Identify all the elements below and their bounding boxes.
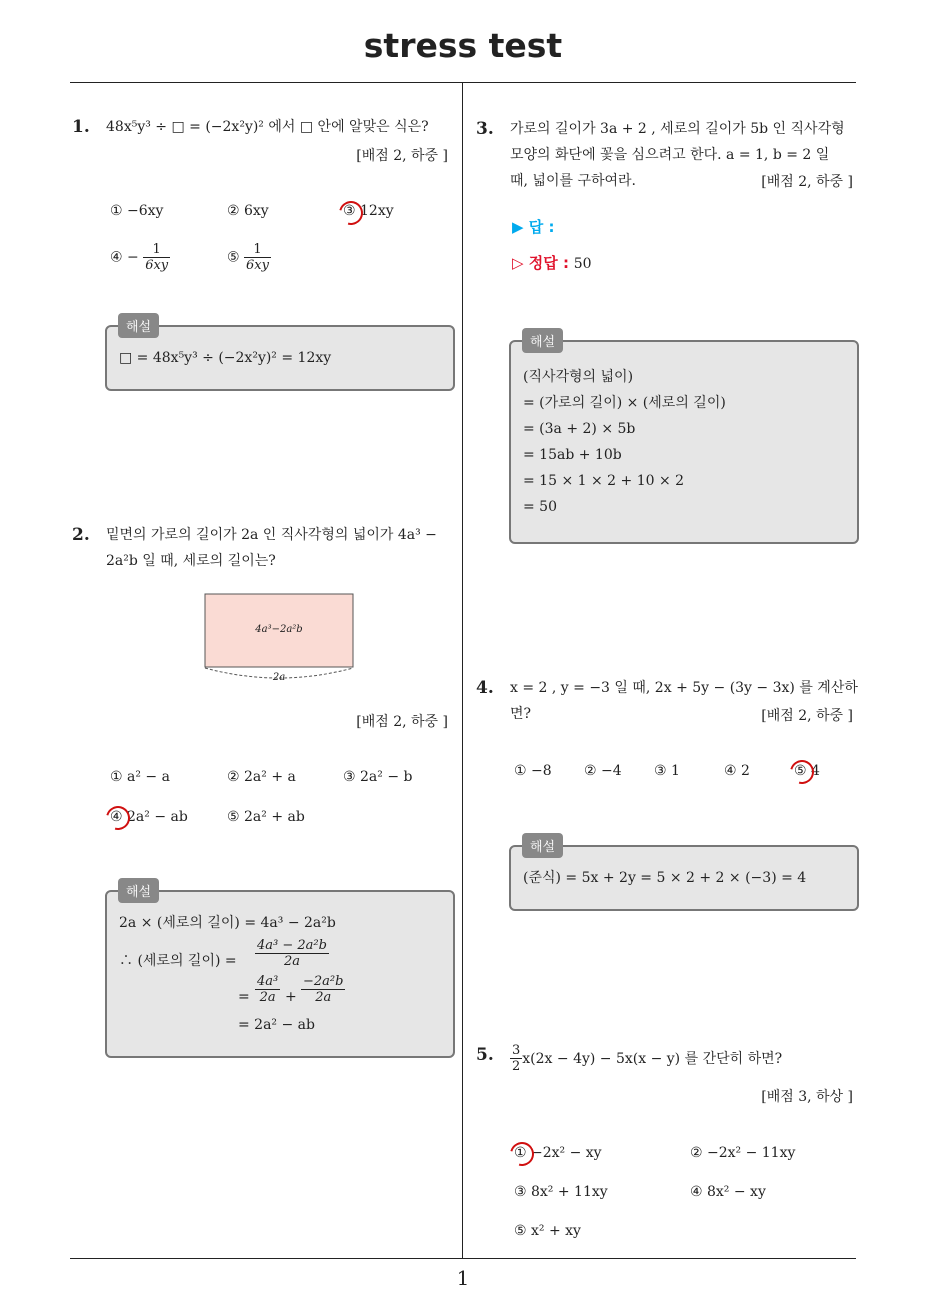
q1-option-4[interactable] bbox=[110, 242, 170, 273]
header-divider bbox=[70, 82, 856, 83]
q2-solution-fraction-3 bbox=[301, 974, 345, 1005]
q2-solution-plus: + bbox=[285, 989, 297, 1005]
fraction-denominator: 2a bbox=[315, 990, 332, 1005]
fraction-denominator: 6xy bbox=[246, 258, 269, 273]
q2-figure-base-label: 2a bbox=[272, 672, 286, 683]
q2-number: 2. bbox=[72, 525, 90, 545]
q4-option-2[interactable]: ② −4 bbox=[584, 763, 622, 779]
page-title: stress test bbox=[363, 26, 563, 65]
q3-text-line2: 모양의 화단에 꽃을 심으려고 한다. a = 1, b = 2 일 bbox=[510, 147, 830, 163]
q2-text-line1: 밑면의 가로의 길이가 2a 인 직사각형의 넓이가 4a³ − bbox=[106, 527, 437, 543]
q5-text bbox=[510, 1043, 782, 1074]
footer-divider bbox=[70, 1258, 856, 1259]
q5-option-2[interactable]: ② −2x² − 11xy bbox=[690, 1145, 796, 1161]
q1-option-5[interactable] bbox=[227, 242, 271, 273]
fraction-denominator: 6xy bbox=[145, 258, 169, 273]
q4-text-line1: x = 2 , y = −3 일 때, 2x + 5y − (3y − 3x) 를 계산하 bbox=[510, 680, 858, 696]
q5-meta: [배점 3, 하상 ] bbox=[761, 1089, 853, 1105]
q3-solution-line: = 50 bbox=[523, 499, 557, 515]
q3-text-line3: 때, 넓이를 구하여라. bbox=[510, 173, 636, 189]
q2-solution-box bbox=[105, 890, 455, 1058]
q3-solution-line: (직사각형의 넓이) bbox=[523, 369, 634, 385]
q4-option-3[interactable]: ③ 1 bbox=[654, 763, 680, 779]
q4-meta: [배점 2, 하중 ] bbox=[761, 708, 853, 724]
fraction-numerator: −2a²b bbox=[303, 974, 344, 989]
q5-number: 5. bbox=[476, 1045, 494, 1065]
q2-option-2[interactable]: ② 2a² + a bbox=[227, 769, 296, 785]
q5-text-body: x(2x − 4y) − 5x(x − y) 를 간단히 하면? bbox=[522, 1051, 783, 1067]
q3-solution-line: = 15 × 1 × 2 + 10 × 2 bbox=[523, 473, 685, 489]
q4-text-line2: 면? bbox=[510, 706, 532, 722]
q1-solution-text: □ = 48x⁵y³ ÷ (−2x²y)² = 12xy bbox=[119, 350, 332, 366]
q2-text-line2: 2a²b 일 때, 세로의 길이는? bbox=[106, 553, 276, 569]
q4-solution-tag: 해설 bbox=[522, 833, 563, 858]
q5-option-5[interactable]: ⑤ x² + xy bbox=[514, 1223, 581, 1239]
q1-option-3[interactable]: ③ 12xy bbox=[343, 203, 394, 219]
q3-solution-line: = 15ab + 10b bbox=[523, 447, 622, 463]
answer-mark-icon bbox=[506, 1138, 539, 1171]
fraction-denominator: 2a bbox=[283, 954, 300, 969]
column-divider bbox=[462, 83, 463, 1258]
q2-solution-line1: 2a × (세로의 길이) = 4a³ − 2a²b bbox=[119, 915, 336, 931]
q2-solution-line4: = 2a² − ab bbox=[238, 1017, 315, 1033]
q5-option-1[interactable]: ① −2x² − xy bbox=[514, 1145, 602, 1161]
fraction-numerator: 3 bbox=[512, 1043, 521, 1058]
q2-meta: [배점 2, 하중 ] bbox=[356, 714, 448, 730]
q2-figure-area-label: 4a³−2a²b bbox=[255, 624, 303, 635]
fraction-numerator: 1 bbox=[143, 242, 170, 258]
answer-mark-icon bbox=[786, 756, 819, 789]
q3-correct-answer bbox=[512, 252, 592, 273]
fraction-numerator: 4a³ bbox=[257, 974, 279, 989]
q2-rectangle-figure bbox=[200, 590, 360, 685]
q1-option-2[interactable]: ② 6xy bbox=[227, 203, 269, 219]
q2-solution-tag: 해설 bbox=[118, 878, 159, 903]
q3-solution-tag: 해설 bbox=[522, 328, 563, 353]
q1-meta: [배점 2, 하중 ] bbox=[356, 148, 448, 164]
q1-option-1[interactable]: ① −6xy bbox=[110, 203, 164, 219]
q5-fraction bbox=[510, 1043, 522, 1074]
q3-correct-label: ▷ 정답 : bbox=[512, 254, 569, 272]
q4-option-1[interactable]: ① −8 bbox=[514, 763, 552, 779]
fraction-numerator: 4a³ − 2a²b bbox=[257, 938, 327, 953]
q3-solution-line: = (3a + 2) × 5b bbox=[523, 421, 636, 437]
q2-option-4[interactable]: ④ 2a² − ab bbox=[110, 809, 188, 825]
q3-meta: [배점 2, 하중 ] bbox=[761, 174, 853, 190]
q1-solution-tag: 해설 bbox=[118, 313, 159, 338]
q2-option-3[interactable]: ③ 2a² − b bbox=[343, 769, 413, 785]
answer-mark-icon bbox=[102, 802, 135, 835]
q4-option-5[interactable]: ⑤ 4 bbox=[794, 763, 820, 779]
q1-option-5-label: ⑤ bbox=[227, 249, 240, 266]
q2-solution-equals: = bbox=[238, 989, 250, 1005]
q3-correct-value: 50 bbox=[573, 256, 592, 272]
q3-text-line1: 가로의 길이가 3a + 2 , 세로의 길이가 5b 인 직사각형 bbox=[510, 121, 845, 137]
q4-option-4[interactable]: ④ 2 bbox=[724, 763, 750, 779]
q5-option-4[interactable]: ④ 8x² − xy bbox=[690, 1184, 766, 1200]
q1-option-4-label: ④ − bbox=[110, 249, 139, 266]
q2-solution-fraction-2 bbox=[255, 974, 280, 1005]
q2-solution-fraction-1 bbox=[255, 938, 329, 969]
answer-mark-icon bbox=[335, 197, 368, 230]
q1-option-4-fraction bbox=[143, 242, 170, 273]
q2-option-1[interactable]: ① a² − a bbox=[110, 769, 170, 785]
fraction-numerator: 1 bbox=[244, 242, 271, 258]
q2-solution-line2-prefix: ∴ (세로의 길이) = bbox=[119, 953, 237, 969]
q1-number: 1. bbox=[72, 117, 90, 137]
q3-solution-box bbox=[509, 340, 859, 544]
q3-solution-line: = (가로의 길이) × (세로의 길이) bbox=[523, 395, 726, 411]
q1-text: 48x⁵y³ ÷ □ = (−2x²y)² 에서 □ 안에 알맞은 식은? bbox=[106, 119, 429, 135]
q4-solution-text: (준식) = 5x + 2y = 5 × 2 + 2 × (−3) = 4 bbox=[523, 870, 807, 886]
q1-option-5-fraction bbox=[244, 242, 271, 273]
fraction-denominator: 2a bbox=[259, 990, 276, 1005]
q2-option-5[interactable]: ⑤ 2a² + ab bbox=[227, 809, 305, 825]
q3-answer-label: ▶ 답 : bbox=[512, 218, 555, 236]
q4-number: 4. bbox=[476, 678, 494, 698]
page-number: 1 bbox=[456, 1266, 470, 1290]
fraction-denominator: 2 bbox=[512, 1059, 521, 1074]
q3-number: 3. bbox=[476, 119, 494, 139]
q5-option-3[interactable]: ③ 8x² + 11xy bbox=[514, 1184, 608, 1200]
